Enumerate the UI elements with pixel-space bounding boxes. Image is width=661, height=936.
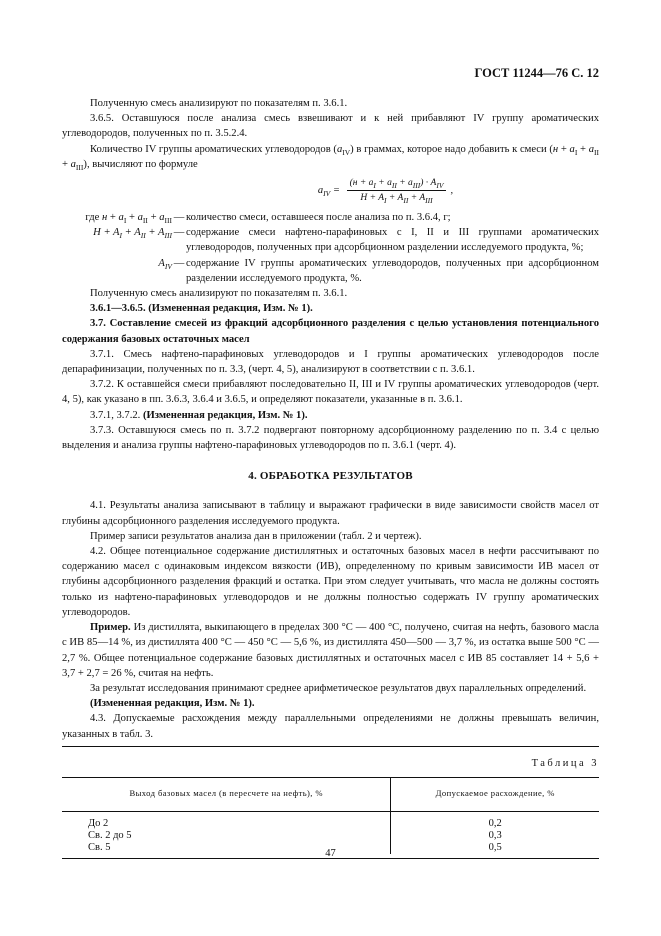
paragraph: 3.7.3. Оставшуюся смесь по п. 3.7.2 подвергают повторному адсорбционному разделению по п. 3.4 с целью выделения и анализа группы нафтено-парафиновых углеводородов по п. 3.6.1 (черт. 4). xyxy=(62,424,599,452)
formula-fraction: $\frac{(н + a_I + a_{II} + a_{III}) \cdot A_{IV}}{H + A_I + A_{II} + A_{III}}$ xyxy=(347,177,447,204)
table-caption: Таблица 3 xyxy=(531,757,599,769)
definition-row: $H + A_I + A_{II} + A_{III}$ — содержание смеси нафтено-парафиновых с I, II и III группами ароматических углеводородов, полученных при адсорбционном разделении исследуемого продукта, %; xyxy=(93,227,599,254)
paragraph-amendment: 3.6.1—3.6.5. (Измененная редакция, Изм. № 1). xyxy=(90,303,313,315)
paragraph-amendment: (Измененная редакция, Изм. № 1). xyxy=(90,698,255,710)
page-header: ГОСТ 11244—76 С. 12 xyxy=(474,66,599,80)
paragraph: 3.6.5. Оставшуюся после анализа смесь взвешивают и к ней прибавляют IV группу ароматических углеводородов, полученных по п. 3.5.2.4. xyxy=(62,113,599,140)
paragraph-amendment: 3.7.1, 3.7.2. (Измененная редакция, Изм. № 1). xyxy=(90,409,308,421)
table-row: Св. 2 до 5 0,3 xyxy=(62,830,599,842)
paragraph: Полученную смесь анализируют по показателям п. 3.6.1. xyxy=(90,288,348,300)
definition-row: $A_{IV}$ — содержание IV группы ароматических углеводородов, полученных при адсорбционном разделении исследуемого продукта, %. xyxy=(158,257,599,284)
paragraph: 3.7.2. К оставшейся смеси прибавляют последовательно II, III и IV группы ароматических углеводородов (черт. 4, 5), как указано в пп. 3.6.3, 3.6.4 и 3.6.5, и определяют показатели, указанные в п. 3.6.1. xyxy=(62,379,599,406)
table-row: До 2 0,2 xyxy=(62,812,599,831)
tolerance-table xyxy=(62,777,599,854)
paragraph: 4.1. Результаты анализа записывают в таблицу и выражают графически в виде зависимости свойств масел от глубины адсорбционного разделения исследуемого продукта. xyxy=(62,500,599,527)
paragraph: 4.2. Общее потенциальное содержание дистиллятных и остаточных базовых масел в нефти рассчитывают по содержанию масел с одинаковым индексом вязкости (ИВ), определенному по кривым зависимости ИВ масел от глубины адсорбционного разделения фракций и остатка. При этом следует учитывать, что масла не должны состоять только из нафтено-парафиновых углеводородов и не должны полностью содержать IV группу ароматических углеводородов. xyxy=(62,546,599,618)
table-header-cell: Допускаемое расхождение, % xyxy=(391,777,599,811)
paragraph: За результат исследования принимают среднее арифметическое результатов двух параллельных определений. xyxy=(90,682,587,694)
table-row: Св. 5 0,5 xyxy=(62,842,599,854)
formula-definitions xyxy=(62,210,599,286)
paragraph: 4.3. Допускаемые расхождения между параллельными определениями не должны превышать величин, указанных в табл. 3. xyxy=(62,713,599,740)
paragraph-example: Пример. Из дистиллята, выкипающего в пределах 300 °С — 400 °С, получено, считая на нефть, базового масла с ИВ 85—14 %, из дистиллята 400 °С — 450 °С — 5,6 %, из дистиллята 450—500 — 3,7 %, из остатка выше 500 °С — 2,7 %. Общее потенциальное содержание базовых дистиллятных и остаточных масел с ИВ 85 составляет 14 + 5,6 + 3,7 + 2,7 = 26 %, считая на нефть. xyxy=(62,622,599,679)
divider xyxy=(62,746,599,747)
paragraph: Полученную смесь анализируют по показателям п. 3.6.1. xyxy=(90,98,348,109)
definition-row: где $н + a_I + a_{II} + a_{III}$ — количество смеси, оставшееся после анализа по п. 3.6.4, г; xyxy=(85,212,451,226)
section-title: 4. ОБРАБОТКА РЕЗУЛЬТАТОВ xyxy=(248,470,413,483)
paragraph: Пример записи результатов анализа дан в приложении (табл. 2 и чертеж). xyxy=(90,530,422,542)
paragraph: 3.7.1. Смесь нафтено-парафиновых углеводородов и I группы ароматических углеводородов после депарафинизации, полученных по п. 3.3, (черт. 4, 5), анализируют в соответствии с п. 3.6.1. xyxy=(62,348,599,376)
table-header-cell: Выход базовых масел (в пересчете на нефть), % xyxy=(62,777,391,811)
subsection-heading: 3.7. Составление смесей из фракций адсорбционного разделения с целью установления потенциального содержания базовых остаточных масел xyxy=(62,318,599,345)
page-number: 47 xyxy=(325,848,336,859)
paragraph-formula-intro: Количество IV группы ароматических углеводородов $(a_{IV})$ в граммах, которое надо добавить к смеси $(н + a_I + a_{II} + a_{III})$, вычисляют по формуле xyxy=(62,143,599,172)
formula: $a_{IV}$ = $\frac{(н + a_I + a_{II} + a_{III}) \cdot A_{IV}}{H + A_I + A_{II} + A_{III}}$ , xyxy=(317,178,454,205)
document-body xyxy=(62,96,599,859)
